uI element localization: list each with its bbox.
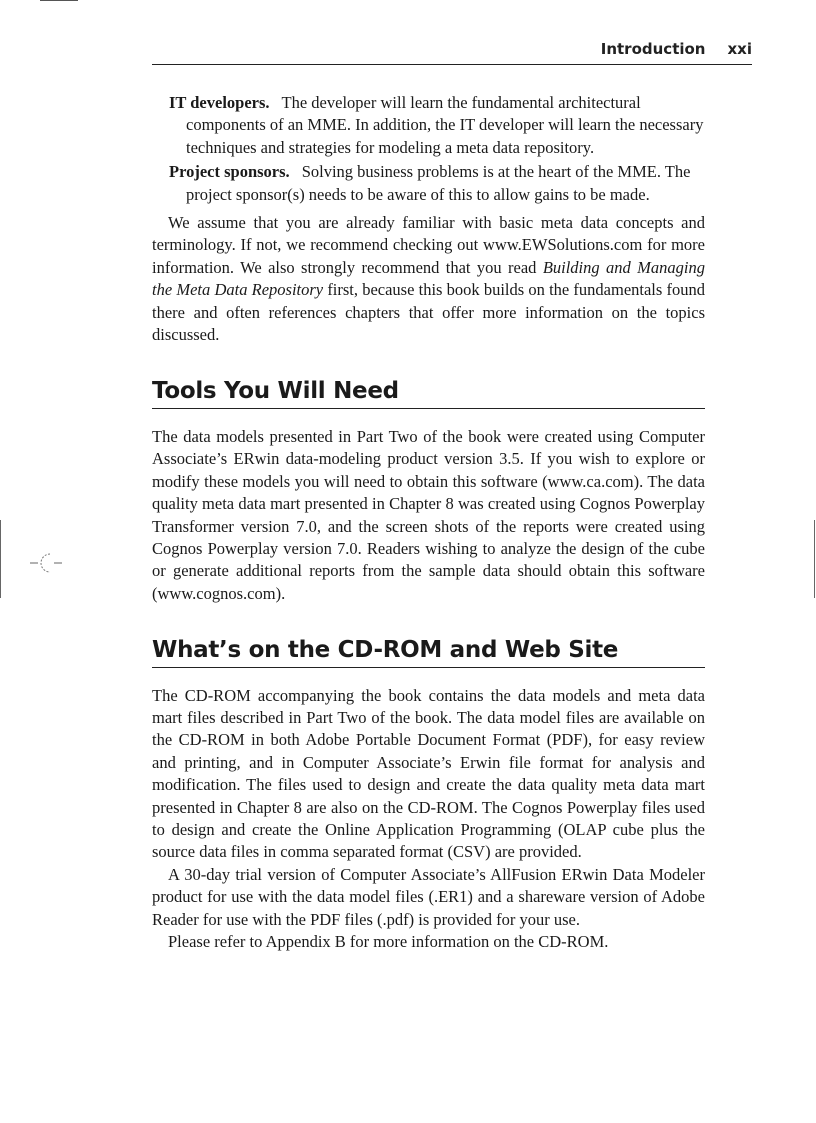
tools-paragraph: The data models presented in Part Two of the book were created using Computer Associate’s ERwin data-modeling product version 3.5. If you wish to explore or modify these models you will need to obtain this software (www.ca.com). The data quality meta data mart presented in Chapter 8 was created using Cognos Powerplay Transformer version 7.0, and the screen shots of the reports were created using Cognos Powerplay version 7.0. Readers wishing to analyze the design of the cube or generate additional reports from the sample data should obtain this software (www.cognos.com). <box>152 426 705 603</box>
definition-text: The developer will learn the fundamental architectural components of an MME. In addition, the IT developer will learn the necessary techniques and strategies for modeling a meta data repository. <box>186 93 704 157</box>
definition-item-it-developers <box>152 92 705 159</box>
registration-mark-icon <box>30 549 62 577</box>
definition-term: Project sponsors. <box>169 162 290 182</box>
running-head-title: Introduction <box>600 40 706 58</box>
page-number: xxi <box>727 40 752 58</box>
definition-text: Solving business problems is at the heart of the MME. The project sponsor(s) needs to be aware of this to allow gains to be made. <box>186 162 691 204</box>
trial-version-paragraph: A 30-day trial version of Computer Associate’s AllFusion ERwin Data Modeler product for use with the data model files (.ER1) and a shareware version of Adobe Reader for use with the PDF files (.pdf) is provided for your use. <box>152 864 705 929</box>
section-heading-tools: Tools You Will Need <box>152 380 705 408</box>
definition-item-project-sponsors <box>152 161 705 206</box>
book-title: Building and Managing the Meta Data Repository <box>152 257 705 300</box>
cdrom-paragraph: The CD-ROM accompanying the book contains the data models and meta data mart files described in Part Two of the book. The data model files are available on the CD-ROM in both Adobe Portable Document Format (PDF), for easy review and printing, and in Computer Associate’s Erwin file format for analysis and modification. The files used to design and create the data quality meta data mart presented in Chapter 8 are also on the CD-ROM. The Cognos Powerplay files used to design and create the Online Application Programming (OLAP cube plus the source data files in comma separated format (CSV) are provided. <box>152 685 705 862</box>
definition-term: IT developers. <box>169 93 270 112</box>
appendix-paragraph: Please refer to Appendix B for more information on the CD-ROM. <box>168 932 609 951</box>
crop-mark-left <box>0 520 1 598</box>
assumption-paragraph <box>152 212 705 346</box>
crop-mark-right <box>814 520 815 598</box>
crop-mark-top <box>40 0 78 1</box>
section-heading-cdrom: What’s on the CD-ROM and Web Site <box>152 639 705 667</box>
paragraph-text: We assume that you are already familiar with basic meta data concepts and terminology. If not, we recommend checking out www.EWSolutions.com for more information. We also strongly recommend that you read <box>152 213 705 277</box>
running-head <box>152 40 752 65</box>
paragraph-text: first, because this book builds on the fundamentals found there and often references chapters that offer more information on the topics discussed. <box>152 280 705 345</box>
page-body <box>152 92 705 953</box>
